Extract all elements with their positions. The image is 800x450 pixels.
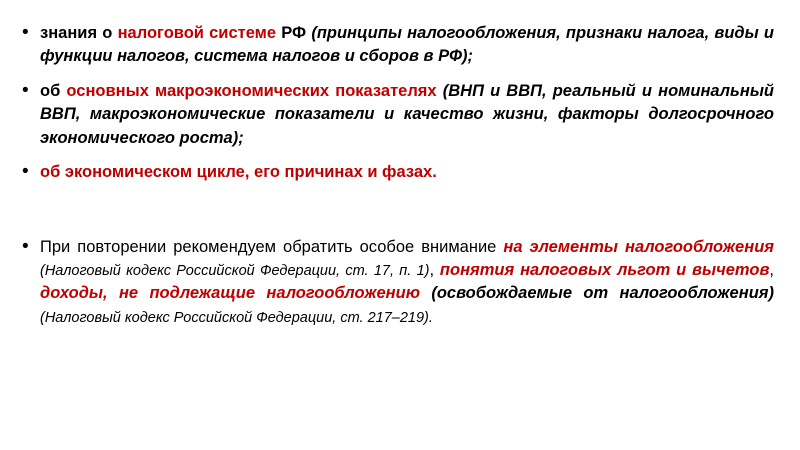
bullet-list [18, 22, 774, 329]
text-run: (освобождаемые от налогообложения) [431, 284, 774, 303]
text-run: на элементы налогообложения [503, 237, 774, 256]
bullet-macro-indicators [18, 80, 774, 150]
text-run: (Налоговый кодекс Российской Федерации, ст. 17, п. 1) [40, 262, 430, 279]
text-run: об [40, 81, 67, 100]
bullet-revision-recommendation [18, 236, 774, 330]
text-run: (принципы налогообложения, признаки налога, виды и функции налогов, система налогов и сборов в РФ); [40, 24, 774, 66]
text-run: (ВНП и ВВП, реальный и номинальный ВВП, макроэкономические показатели и качество жизни, факторы долгосрочного экономического роста); [40, 81, 774, 147]
text-run: , [769, 260, 774, 279]
bullet-tax-system [18, 22, 774, 69]
bullet-economic-cycle [18, 161, 774, 184]
text-run: основных макроэкономических показателях [66, 81, 443, 100]
text-run: РФ [281, 24, 312, 42]
text-run: об экономическом цикле, его причинах и фазах. [40, 163, 437, 182]
text-run: понятия налоговых льгот и вычетов [439, 260, 770, 279]
text-run: При повторении рекомендуем обратить особое внимание [40, 237, 504, 256]
text-run: доходы, не подлежащие налогообложению [40, 284, 432, 303]
spacer-gap [18, 196, 774, 236]
text-run: (Налоговый кодекс Российской Федерации, ст. 217–219). [40, 309, 433, 326]
text-run: налоговой системе [117, 24, 282, 42]
text-run: , [429, 260, 440, 279]
text-run: знания о [40, 24, 118, 42]
